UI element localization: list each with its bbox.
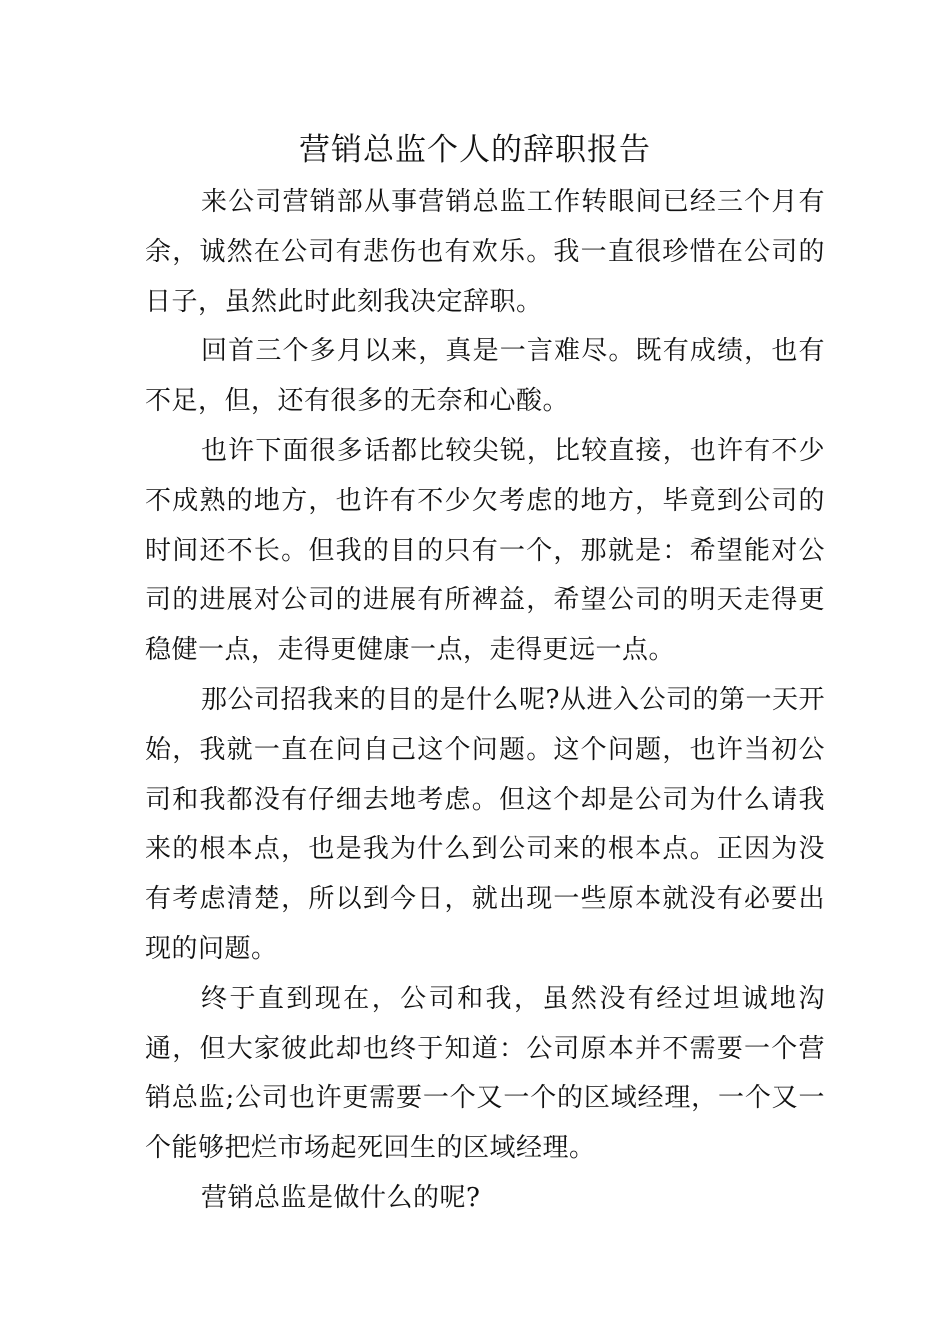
paragraph: 也许下面很多话都比较尖锐，比较直接，也许有不少不成熟的地方，也许有不少欠考虑的地方，毕竟到公司的时间还不长。但我的目的只有一个，那就是：希望能对公司的进展对公司的进展有所裨益，希望公司的明天走得更稳健一点，走得更健康一点，走得更远一点。 (145, 435, 825, 666)
paragraph: 来公司营销部从事营销总监工作转眼间已经三个月有余，诚然在公司有悲伤也有欢乐。我一直很珍惜在公司的日子，虽然此时此刻我决定辞职。 (145, 187, 825, 317)
document-body (145, 178, 825, 1224)
paragraph: 回首三个多月以来，真是一言难尽。既有成绩，也有不足，但，还有很多的无奈和心酸。 (145, 336, 825, 417)
document-title: 营销总监个人的辞职报告 (299, 132, 651, 168)
paragraph: 那公司招我来的目的是什么呢?从进入公司的第一天开始，我就一直在问自己这个问题。这个问题，也许当初公司和我都没有仔细去地考虑。但这个却是公司为什么请我来的根本点，也是我为什么到公司来的根本点。正因为没有考虑清楚，所以到今日，就出现一些原本就没有必要出现的问题。 (145, 684, 825, 964)
paragraph: 营销总监是做什么的呢? (201, 1182, 481, 1213)
paragraph: 终于直到现在，公司和我，虽然没有经过坦诚地沟通，但大家彼此却也终于知道：公司原本并不需要一个营销总监;公司也许更需要一个又一个的区域经理，一个又一个能够把烂市场起死回生的区域经理。 (145, 983, 825, 1164)
